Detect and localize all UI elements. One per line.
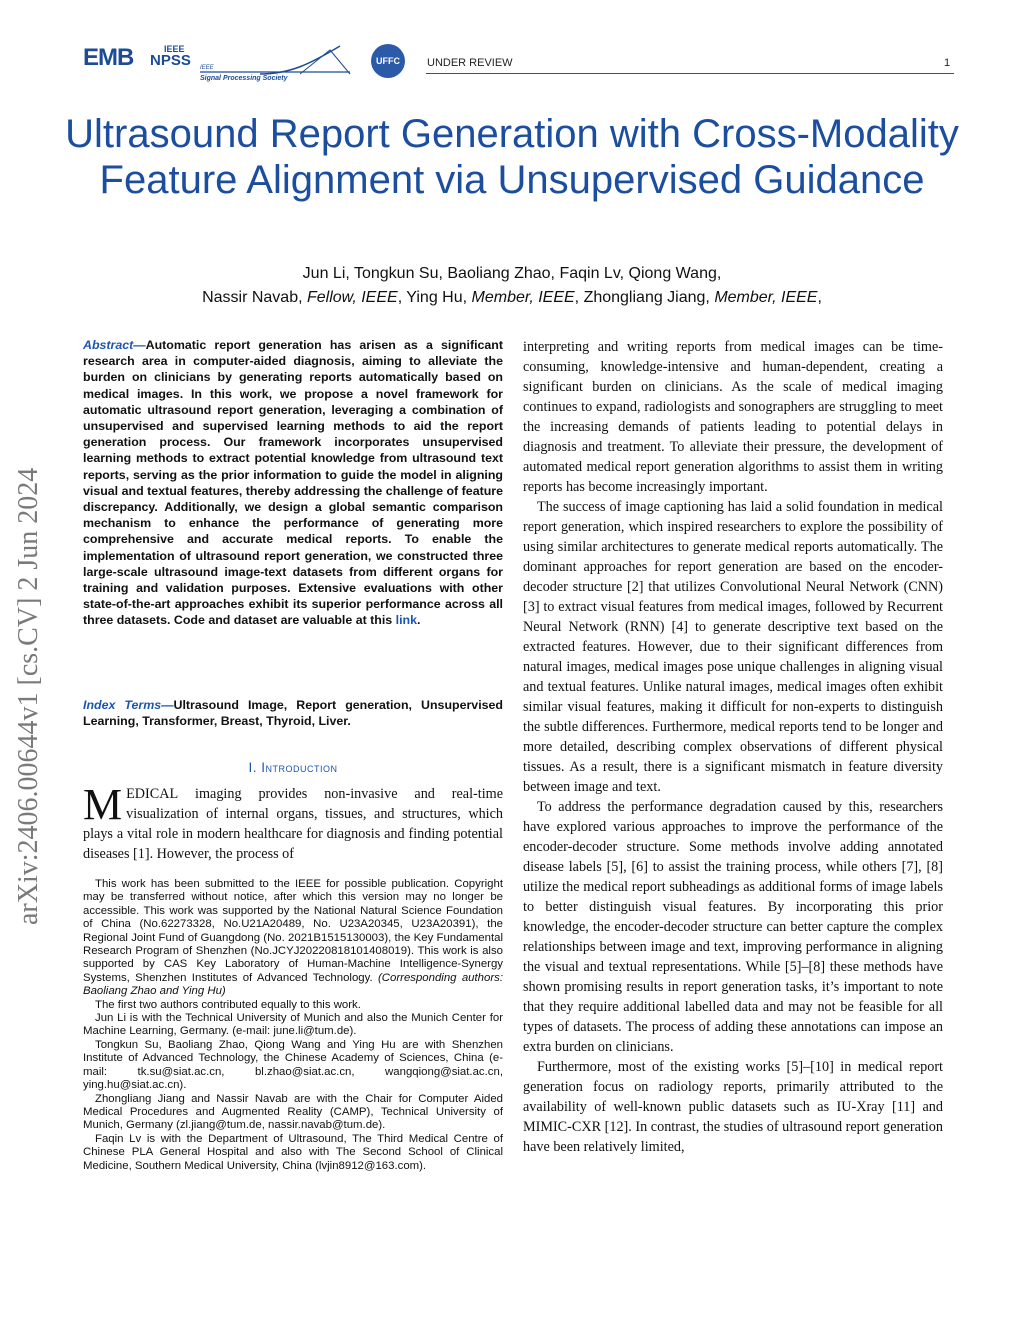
author-line-2: Nassir Navab, Fellow, IEEE, Ying Hu, Member, IEEE, Zhongliang Jiang, Member, IEEE, — [202, 289, 822, 306]
abstract-text: Automatic report generation has arisen as a significant research area in computer-aided diagnosis, aiming to alleviate the burden on clinicians by generating reports automatically based on medical images. In this work, we propose a novel framework for automatic ultrasound report generation, leveraging a combination of unsupervised and supervised learning methods to aid the report generation process. Our framework incorporates unsupervised learning methods to extract potential knowledge from ultrasound text reports, serving as the prior information to guide the model in aligning visual and textual features, thereby addressing the challenge of feature discrepancy. Additionally, we design a global semantic comparison mechanism to enhance the performance of generating more comprehensive and accurate medical reports. To enable the implementation of ultrasound report generation, we constructed three large-scale ultrasound image-text datasets from different organs for training and validation purposes. Extensive evaluations with other state-of-the-art approaches exhibit its superior performance across all three datasets. Code and dataset are valuable at this — [83, 338, 503, 628]
index-terms-label: Index Terms— — [83, 698, 174, 712]
author-list — [60, 262, 964, 310]
paper-title: Ultrasound Report Generation with Cross-Modality Feature Alignment via Unsupervised Guidance — [65, 112, 959, 202]
page-number: 1 — [944, 57, 951, 69]
npss-mark: NPSS — [150, 52, 191, 69]
code-dataset-link[interactable]: link — [395, 613, 417, 628]
abstract-label: Abstract— — [83, 338, 146, 352]
running-header: UNDER REVIEW — [427, 57, 513, 69]
abstract: Abstract—Automatic report generation has arisen as a significant research area in computer-aided diagnosis, aiming to alleviate the burden on clinicians by generating reports automatically based on medical images. In this work, we propose a novel framework for automatic ultrasound report generation, leveraging a combination of unsupervised and supervised learning methods to aid the report generation process. Our framework incorporates unsupervised learning methods to extract potential knowledge from ultrasound text reports, serving as the prior information to guide the model in aligning visual and textual features, thereby addressing the challenge of feature discrepancy. Additionally, we design a global semantic comparison mechanism to enhance the performance of generating more comprehensive and accurate medical reports. To enable the implementation of ultrasound report generation, we constructed three large-scale ultrasound image-text datasets from different organs for training and validation purposes. Extensive evaluations with other state-of-the-art approaches exhibit its superior performance across all three datasets. Code and dataset are valuable at this link. — [83, 338, 503, 628]
section-heading: I. Introduction — [248, 760, 338, 775]
arxiv-identifier: arXiv:2406.00644v1 [cs.CV] 2 Jun 2024 — [13, 467, 44, 925]
right-column-body — [523, 337, 943, 1157]
introduction-paragraph: MEDICAL imaging provides non-invasive and real-time visualization of internal organs, tissues, and structures, which plays a vital role in modern healthcare for diagnosis and finding potential diseases [1]. However, the process of — [83, 780, 503, 862]
body-paragraph: interpreting and writing reports from medical images can be time-consuming, knowledge-intensive and human-dependent, creating a significant burden on clinicians. As the scale of medical imaging continues to expand, radiologists and sonographers are struggling to meet the increasing demands of patients leading to potential delays in diagnosis and treatment. To alleviate their pressure, the development of automated medical report generation algorithms to assist them in writing reports has become increasingly important. — [523, 339, 943, 495]
ieee-npss-logo — [150, 44, 194, 86]
footnote-affiliation: Jun Li is with the Technical University of Munich and also the Munich Center for Machine Learning, Germany. (e-mail: june.li@tum.de). — [83, 1012, 503, 1038]
drop-cap: M — [83, 780, 123, 829]
footnote-affiliation: Tongkun Su, Baoliang Zhao, Qiong Wang and Ying Hu are with Shenzhen Institute of Advanced Technology, the Chinese Academy of Sciences, China (e-mail: tk.su@siat.ac.cn, bl.zhao@siat.ac.cn, wangqiong@siat.ac.cn, ying.hu@siat.ac.cn). — [83, 1038, 503, 1092]
footnotes — [83, 878, 503, 1173]
footnote-equal-contribution: The first two authors contributed equally to this work. — [95, 998, 361, 1011]
header-rule — [426, 73, 954, 74]
svg-text:IEEE: IEEE — [200, 65, 214, 71]
footnote-affiliation: Faqin Lv is with the Department of Ultrasound, The Third Medical Centre of Chinese PLA General Hospital and also with The Second School of Clinical Medicine, Southern Medical University, China (lvjin8912@163.com). — [83, 1132, 503, 1172]
emb-logo: EMB — [83, 44, 134, 71]
body-paragraph: The success of image captioning has laid a solid foundation in medical report generation, which inspired researchers to explore the possibility of using similar architectures to generate medical reports automatically. The dominant approaches for report generation are based on the encoder-decoder structure [2] that utilizes Convolutional Neural Network (CNN) [3] to extract visual features from medical images, followed by Recurrent Neural Network (RNN) [4] to generate descriptive text based on the extracted features. However, due to their significant differences from natural images, medical images pose unique challenges in aligning visual and textual features. Unlike natural images, medical images often exhibit similar visual features, making it difficult for non-experts to distinguish the subtle differences. Furthermore, medical reports tend to be longer and more detailed, describing complex observations of different physical tissues. As a result, there is a significant mismatch in feature diversity between image and text. — [523, 499, 943, 795]
footnote-funding: This work has been submitted to the IEEE for possible publication. Copyright may be transferred without notice, after which this version may no longer be accessible. This work was supported by the National Natural Science Foundation of China (No.62273328, No.U21A20489, No. U23A20345, U23A20391), the Regional Joint Fund of Guangdong (No. 2021B1515130003), the Key Fundamental Research Program of Shenzhen (No.JCYJ20220818101408019). This work is also supported by CAS Key Laboratory of Human-Machine Intelligence-Synergy Systems, Shenzhen Institutes of Advanced Technology. (Corresponding authors: Baoliang Zhao and Ying Hu) — [83, 878, 503, 998]
svg-text:Signal Processing Society: Signal Processing Society — [200, 75, 288, 82]
body-paragraph: Furthermore, most of the existing works [5]–[10] in medical report generation focus on radiology reports, primarily attributed to the availability of well-known public datasets such as IU-Xray [11] and MIMIC-CXR [12]. In contrast, the studies of ultrasound report generation have been relatively limited, — [523, 1059, 943, 1155]
corresponding-authors: (Corresponding authors: Baoliang Zhao and Ying Hu) — [83, 971, 503, 998]
index-terms — [83, 697, 503, 729]
body-paragraph: To address the performance degradation caused by this, researchers have explored various approaches to improve the performance of the encoder-decoder structure. Some methods involve adding annotated disease labels [5], [6] to assist the training process, while others [7], [8] utilize the medical report subheadings as additional forms of image labels to better distinguish visual features. By incorporating this prior knowledge, the encoder-decoder structure can better capture the complex relationships between image and text, improving performance in aligning the visual and textual representations. While [5]–[8] these methods have shown promising results in report generation tasks, it’s important to note that they require additional labelled data and may not be feasible for all types of datasets. The process of adding these annotations can impose an extra burden on clinicians. — [523, 799, 943, 1055]
author-line-1: Jun Li, Tongkun Su, Baoliang Zhao, Faqin Lv, Qiong Wang, — [302, 265, 722, 282]
index-terms-text: Ultrasound Image, Report generation, Unsupervised Learning, Transformer, Breast, Thyroid, Liver. — [83, 698, 503, 729]
signal-processing-society-logo — [200, 44, 360, 82]
uffc-logo: UFFC — [371, 44, 405, 78]
npss-ieee-mark: IEEE — [164, 44, 185, 54]
footnote-affiliation: Zhongliang Jiang and Nassir Navab are with the Chair for Computer Aided Medical Procedures and Augmented Reality (CAMP), Technical University of Munich, Germany (zl.jiang@tum.de, nassir.navab@tum.de). — [83, 1092, 503, 1132]
